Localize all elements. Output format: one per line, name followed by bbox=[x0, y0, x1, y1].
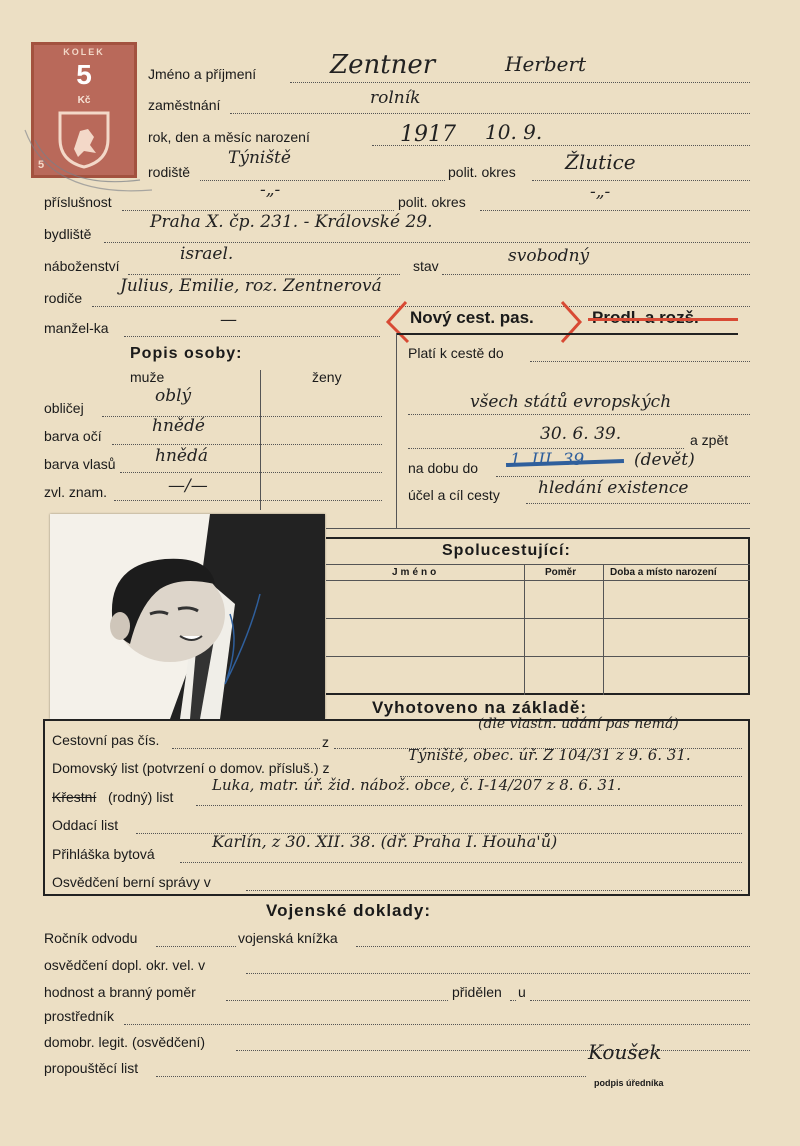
domicile-label: Domovský list (potvrzení o domov. přísluš.) z bbox=[52, 760, 330, 776]
assigned-label: přidělen bbox=[452, 984, 502, 1000]
military-title: Vojenské doklady: bbox=[266, 901, 432, 920]
eyes-value: hnědé bbox=[152, 416, 205, 436]
cancellation-mark-icon bbox=[20, 120, 160, 200]
parents-value: Julius, Emilie, roz. Zentnerová bbox=[120, 276, 382, 296]
birth-cert-label: (rodný) list bbox=[108, 789, 174, 805]
companions-table bbox=[326, 537, 750, 695]
marks-value: —/— bbox=[168, 476, 208, 496]
district-label: polit. okres bbox=[448, 164, 516, 180]
discharge-label: propouštěcí list bbox=[44, 1060, 139, 1076]
birth-year-value: 1917 bbox=[400, 122, 456, 147]
companions-header-bottom bbox=[326, 580, 750, 581]
intermediary-line bbox=[124, 1024, 750, 1025]
renewal-label: Prodl. a rozš. bbox=[592, 308, 699, 327]
signature-label: podpis úředníka bbox=[594, 1078, 664, 1088]
stamp-top-text: KOLEK bbox=[63, 47, 105, 57]
name-label: Jméno a příjmení bbox=[148, 66, 257, 82]
occupation-value: rolník bbox=[370, 88, 421, 108]
duration-struck-value: 1. III. 39 bbox=[510, 450, 585, 470]
firstname-value: Herbert bbox=[505, 52, 587, 76]
status-line bbox=[442, 274, 750, 275]
destination-line bbox=[408, 414, 750, 415]
companions-relation-col: Poměr bbox=[545, 567, 577, 578]
valid-label: Platí k cestě do bbox=[408, 345, 504, 361]
year-line bbox=[156, 946, 236, 947]
eyes-line bbox=[112, 444, 382, 445]
domicile-value: Týniště, obec. úř. Z 104/31 z 9. 6. 31. bbox=[408, 746, 691, 764]
purpose-label: účel a cíl cesty bbox=[408, 487, 500, 503]
stamp-value: 5 bbox=[76, 59, 92, 90]
spouse-line bbox=[124, 336, 380, 337]
renewal-strike bbox=[588, 318, 738, 321]
passport-number-line bbox=[172, 748, 320, 749]
companions-divider-1 bbox=[524, 564, 525, 695]
companions-row-2 bbox=[326, 656, 750, 657]
legion-label: domobr. legit. (osvědčení) bbox=[44, 1034, 206, 1050]
hair-value: hnědá bbox=[155, 446, 208, 466]
tax-label: Osvědčení berní správy v bbox=[52, 874, 211, 890]
year-label: Ročník odvodu bbox=[44, 930, 138, 946]
registration-line bbox=[180, 862, 742, 863]
birth-day-value: 10. 9. bbox=[485, 120, 543, 144]
parents-label: rodiče bbox=[44, 290, 83, 306]
tax-line bbox=[246, 890, 742, 891]
discharge-line bbox=[156, 1076, 586, 1077]
duration-label: na dobu do bbox=[408, 460, 479, 476]
surname-value: Zentner bbox=[330, 50, 436, 80]
membership-value: -„- bbox=[260, 180, 281, 200]
basis-note: (dle vlastn. udání pas nemá) bbox=[478, 716, 679, 732]
companions-title: Spolucestující: bbox=[442, 542, 571, 559]
spouse-value: — bbox=[220, 310, 237, 330]
religion-label: náboženství bbox=[44, 258, 120, 274]
destination-value: všech států evropských bbox=[470, 392, 672, 412]
birth-cert-struck: Křestní bbox=[52, 789, 97, 805]
return-line bbox=[408, 448, 684, 449]
valid-line bbox=[530, 361, 750, 362]
officer-signature: Koušek bbox=[588, 1040, 662, 1064]
duration-new-value: (devět) bbox=[634, 450, 695, 470]
companions-row-1 bbox=[326, 618, 750, 619]
intermediary-label: prostředník bbox=[44, 1008, 115, 1024]
district2-value: -„- bbox=[590, 182, 611, 202]
description-title: Popis osoby: bbox=[130, 345, 243, 362]
cert-label: osvědčení dopl. okr. vel. v bbox=[44, 957, 206, 973]
birthplace-value: Týniště bbox=[228, 148, 291, 168]
residence-line bbox=[104, 242, 750, 243]
marriage-label: Oddací list bbox=[52, 817, 119, 833]
district2-label: polit. okres bbox=[398, 194, 466, 210]
face-value: oblý bbox=[155, 386, 192, 406]
passport-column-divider bbox=[396, 333, 397, 528]
rank-label: hodnost a branný poměr bbox=[44, 984, 196, 1000]
face-label: obličej bbox=[44, 400, 84, 416]
unit-line bbox=[530, 1000, 750, 1001]
portrait-image bbox=[50, 514, 325, 719]
marks-label: zvl. znam. bbox=[44, 484, 108, 500]
occupation-line bbox=[230, 113, 750, 114]
stamp-unit: Kč bbox=[77, 95, 91, 106]
assigned-line bbox=[510, 1000, 516, 1001]
membership-label: příslušnost bbox=[44, 194, 112, 210]
residence-label: bydliště bbox=[44, 226, 92, 242]
religion-value: israel. bbox=[180, 244, 234, 264]
companions-name-col: Jméno bbox=[392, 567, 440, 578]
spouse-label: manžel-ka bbox=[44, 320, 109, 336]
companions-divider-2 bbox=[603, 564, 604, 695]
district2-line bbox=[480, 210, 750, 211]
parents-line bbox=[92, 306, 750, 307]
eyes-label: barva očí bbox=[44, 428, 102, 444]
red-bracket-right-icon bbox=[556, 300, 586, 344]
face-line bbox=[102, 416, 382, 417]
book-line bbox=[356, 946, 750, 947]
basis-title: Vyhotoveno na základě: bbox=[372, 698, 588, 717]
name-line bbox=[290, 82, 750, 83]
birth-label: rok, den a měsíc narození bbox=[148, 129, 310, 145]
hair-line bbox=[120, 472, 382, 473]
female-column-label: ženy bbox=[312, 369, 342, 385]
unit-label: u bbox=[518, 984, 526, 1000]
purpose-value: hledání existence bbox=[538, 478, 689, 498]
religion-line bbox=[128, 274, 400, 275]
duration-line bbox=[496, 476, 750, 477]
birthplace-line bbox=[200, 180, 445, 181]
birthplace-label: rodiště bbox=[148, 164, 191, 180]
registration-label: Přihláška bytová bbox=[52, 846, 155, 862]
purpose-line bbox=[526, 503, 750, 504]
district-line bbox=[532, 180, 750, 181]
registration-value: Karlín, z 30. XII. 38. (dř. Praha I. Houha'ů) bbox=[212, 832, 558, 851]
birth-cert-value: Luka, matr. úř. žid. nábož. obce, č. I-14/207 z 8. 6. 31. bbox=[212, 776, 622, 794]
new-passport-label: Nový cest. pas. bbox=[410, 308, 534, 327]
date-from-value: 30. 6. 39. bbox=[540, 424, 622, 444]
stamp-side-value: 5 bbox=[38, 159, 45, 171]
marks-line bbox=[114, 500, 382, 501]
male-column-label: muže bbox=[130, 369, 165, 385]
cert-line bbox=[246, 973, 750, 974]
mid-rule bbox=[326, 528, 750, 529]
book-label: vojenská knížka bbox=[238, 930, 338, 946]
rank-line bbox=[226, 1000, 448, 1001]
companions-header-top bbox=[326, 564, 750, 565]
return-label: a zpět bbox=[690, 432, 729, 448]
occupation-label: zaměstnání bbox=[148, 97, 221, 113]
hair-label: barva vlasů bbox=[44, 456, 116, 472]
legion-line bbox=[236, 1050, 750, 1051]
companions-birth-col: Doba a místo narození bbox=[610, 567, 717, 578]
status-label: stav bbox=[413, 258, 439, 274]
applicant-photo bbox=[50, 514, 325, 719]
membership-line bbox=[122, 210, 394, 211]
residence-value: Praha X. čp. 231. - Královské 29. bbox=[150, 212, 433, 232]
passport-number-label: Cestovní pas čís. bbox=[52, 732, 160, 748]
description-column-divider bbox=[260, 370, 261, 510]
passport-from-label: z bbox=[322, 734, 329, 750]
passport-header-rule bbox=[396, 333, 738, 335]
birth-cert-line bbox=[196, 805, 742, 806]
district-value: Žlutice bbox=[565, 150, 636, 174]
status-value: svobodný bbox=[508, 246, 590, 266]
red-bracket-left-icon bbox=[384, 300, 414, 344]
